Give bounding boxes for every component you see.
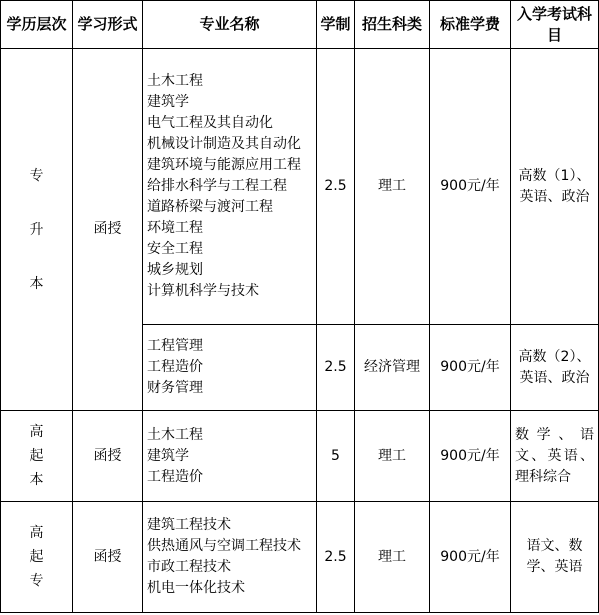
years-cell: 2.5 bbox=[317, 502, 355, 613]
header-row bbox=[1, 1, 599, 49]
exam-cell: 高数（1）、英语、政治 bbox=[511, 49, 599, 325]
major-list: 土木工程 建筑学 电气工程及其自动化 机械设计制造及其自动化 建筑环境与能源应用工程 给排水科学与工程工程 道路桥梁与渡河工程 环境工程 安全工程 城乡规划 计算机科学与技术 bbox=[147, 73, 301, 299]
years-cell: 2.5 bbox=[317, 325, 355, 411]
level-cell: 高 起 专 bbox=[1, 502, 73, 613]
major-cell bbox=[143, 325, 317, 411]
header-fee: 标准学费 bbox=[430, 1, 511, 49]
fee-cell: 900元/年 bbox=[430, 411, 511, 502]
category-cell: 经济管理 bbox=[355, 325, 430, 411]
table-row bbox=[1, 502, 599, 613]
header-form: 学习形式 bbox=[73, 1, 143, 49]
major-list: 土木工程 建筑学 工程造价 bbox=[147, 426, 203, 485]
exam-cell: 高数（2）、英语、政治 bbox=[511, 325, 599, 411]
major-list: 建筑工程技术 供热通风与空调工程技术 市政工程技术 机电一体化技术 bbox=[147, 517, 301, 596]
fee-cell: 900元/年 bbox=[430, 502, 511, 613]
header-level: 学历层次 bbox=[1, 1, 73, 49]
major-cell bbox=[143, 502, 317, 613]
form-cell: 函授 bbox=[73, 411, 143, 502]
header-category: 招生科类 bbox=[355, 1, 430, 49]
header-exam: 入学考试科目 bbox=[511, 1, 599, 49]
fee-cell: 900元/年 bbox=[430, 325, 511, 411]
fee-cell: 900元/年 bbox=[430, 49, 511, 325]
form-cell: 函授 bbox=[73, 502, 143, 613]
category-cell: 理工 bbox=[355, 502, 430, 613]
years-cell: 5 bbox=[317, 411, 355, 502]
table-row bbox=[1, 411, 599, 502]
header-major: 专业名称 bbox=[143, 1, 317, 49]
category-cell: 理工 bbox=[355, 411, 430, 502]
table-row bbox=[1, 49, 599, 325]
exam-cell: 语文、数学、英语 bbox=[511, 502, 599, 613]
major-cell bbox=[143, 411, 317, 502]
category-cell: 理工 bbox=[355, 49, 430, 325]
header-years: 学制 bbox=[317, 1, 355, 49]
years-cell: 2.5 bbox=[317, 49, 355, 325]
major-list: 工程管理 工程造价 财务管理 bbox=[147, 338, 203, 396]
major-cell bbox=[143, 49, 317, 325]
form-cell: 函授 bbox=[73, 49, 143, 411]
exam-cell: 数学、语文、英语、理科综合 bbox=[511, 411, 599, 502]
level-cell: 高 起 本 bbox=[1, 411, 73, 502]
level-cell: 专 升 本 bbox=[1, 49, 73, 411]
